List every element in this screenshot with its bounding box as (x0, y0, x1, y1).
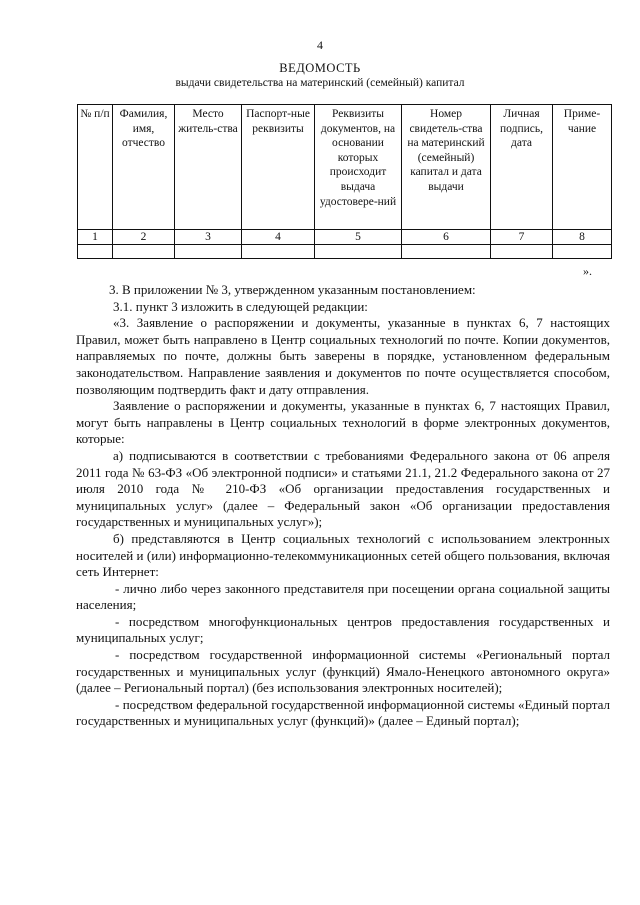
list-item: - посредством многофункциональных центров предоставления государственных и муниципальных услуг; (76, 613, 610, 646)
document-title: ВЕДОМОСТЬ (279, 61, 361, 75)
table-header-cell: Место житель-ства (175, 105, 242, 230)
list-item: - лично либо через законного представителя при посещении органа социальной защиты населения; (76, 580, 610, 613)
column-number: 3 (175, 230, 242, 245)
column-number: 7 (491, 230, 553, 245)
table-header-cell: Паспорт-ные реквизиты (242, 105, 315, 230)
table-header-cell: Фамилия, имя, отчество (113, 105, 175, 230)
table-header-row (78, 105, 612, 230)
table-header-cell: Реквизиты документов, на основании которых происходит выдача удостовере-ний (315, 105, 402, 230)
quote-close: ». (583, 264, 592, 278)
table-header-cell: Личная подпись, дата (491, 105, 553, 230)
column-number: 5 (315, 230, 402, 245)
paragraph: Заявление о распоряжении и документы, указанные в пунктах 6, 7 настоящих Правил, могут быть направлены в Центр социальных технологий в форме электронных документов, которые: (76, 398, 610, 447)
table-cell (175, 245, 242, 259)
table-cell (242, 245, 315, 259)
list-item: - посредством федеральной государственной информационной системы «Единый портал государственных и муниципальных услуг (функций)» (далее – Единый портал); (76, 696, 610, 729)
table-empty-row (78, 245, 612, 259)
table-header-cell: № п/п (78, 105, 113, 230)
column-number: 8 (553, 230, 612, 245)
table-cell (402, 245, 491, 259)
table-cell (553, 245, 612, 259)
table-header-cell: Номер свидетель-ства на материнский (семейный) капитал и дата выдачи (402, 105, 491, 230)
table-cell (113, 245, 175, 259)
paragraph: б) представляются в Центр социальных технологий с использованием электронных носителей и (или) информационно-телекоммуникационных сетей общего пользования, включая сеть Интернет: (76, 530, 610, 580)
document-body (76, 282, 610, 730)
column-number: 2 (113, 230, 175, 245)
table-header-cell: Приме-чание (553, 105, 612, 230)
paragraph: 3.1. пункт 3 изложить в следующей редакции: (113, 298, 368, 314)
paragraph: «3. Заявление о распоряжении и документы, указанные в пунктах 6, 7 настоящих Правил, может быть направлено в Центр социальных технологий по почте. Копии документов, направляемых по почте, должны быть заверены в порядке, установленном федеральным законодательством. Направление заявления и документов по почте осуществляется способом, позволяющим подтвердить факт и дату отправления. (76, 315, 610, 397)
issuance-table (77, 104, 612, 259)
column-number: 1 (78, 230, 113, 245)
column-number: 6 (402, 230, 491, 245)
table-number-row (78, 230, 612, 245)
column-number: 4 (242, 230, 315, 245)
page-number: 4 (317, 38, 323, 52)
paragraph: а) подписываются в соответствии с требованиями Федерального закона от 06 апреля 2011 года № 63-ФЗ «Об электронной подписи» и статьями 21.1, 21.2 Федерального закона от 27 июля 2010 года № 210-ФЗ «Об организации предоставления государственных и муниципальных услуг» (далее – Федеральный закон «Об организации предоставления государственных и муниципальных услуг»); (76, 447, 610, 530)
table-cell (78, 245, 113, 259)
list-item: - посредством государственной информационной системы «Региональный портал государственных и муниципальных услуг (функций) Ямало-Ненецкого автономного округа» (далее – Региональный портал) (без использования электронных носителей); (76, 647, 610, 696)
table-cell (491, 245, 553, 259)
document-subtitle: выдачи свидетельства на материнский (семейный) капитал (175, 77, 465, 89)
table-cell (315, 245, 402, 259)
paragraph: 3. В приложении № 3, утвержденном указанным постановлением: (109, 282, 476, 297)
